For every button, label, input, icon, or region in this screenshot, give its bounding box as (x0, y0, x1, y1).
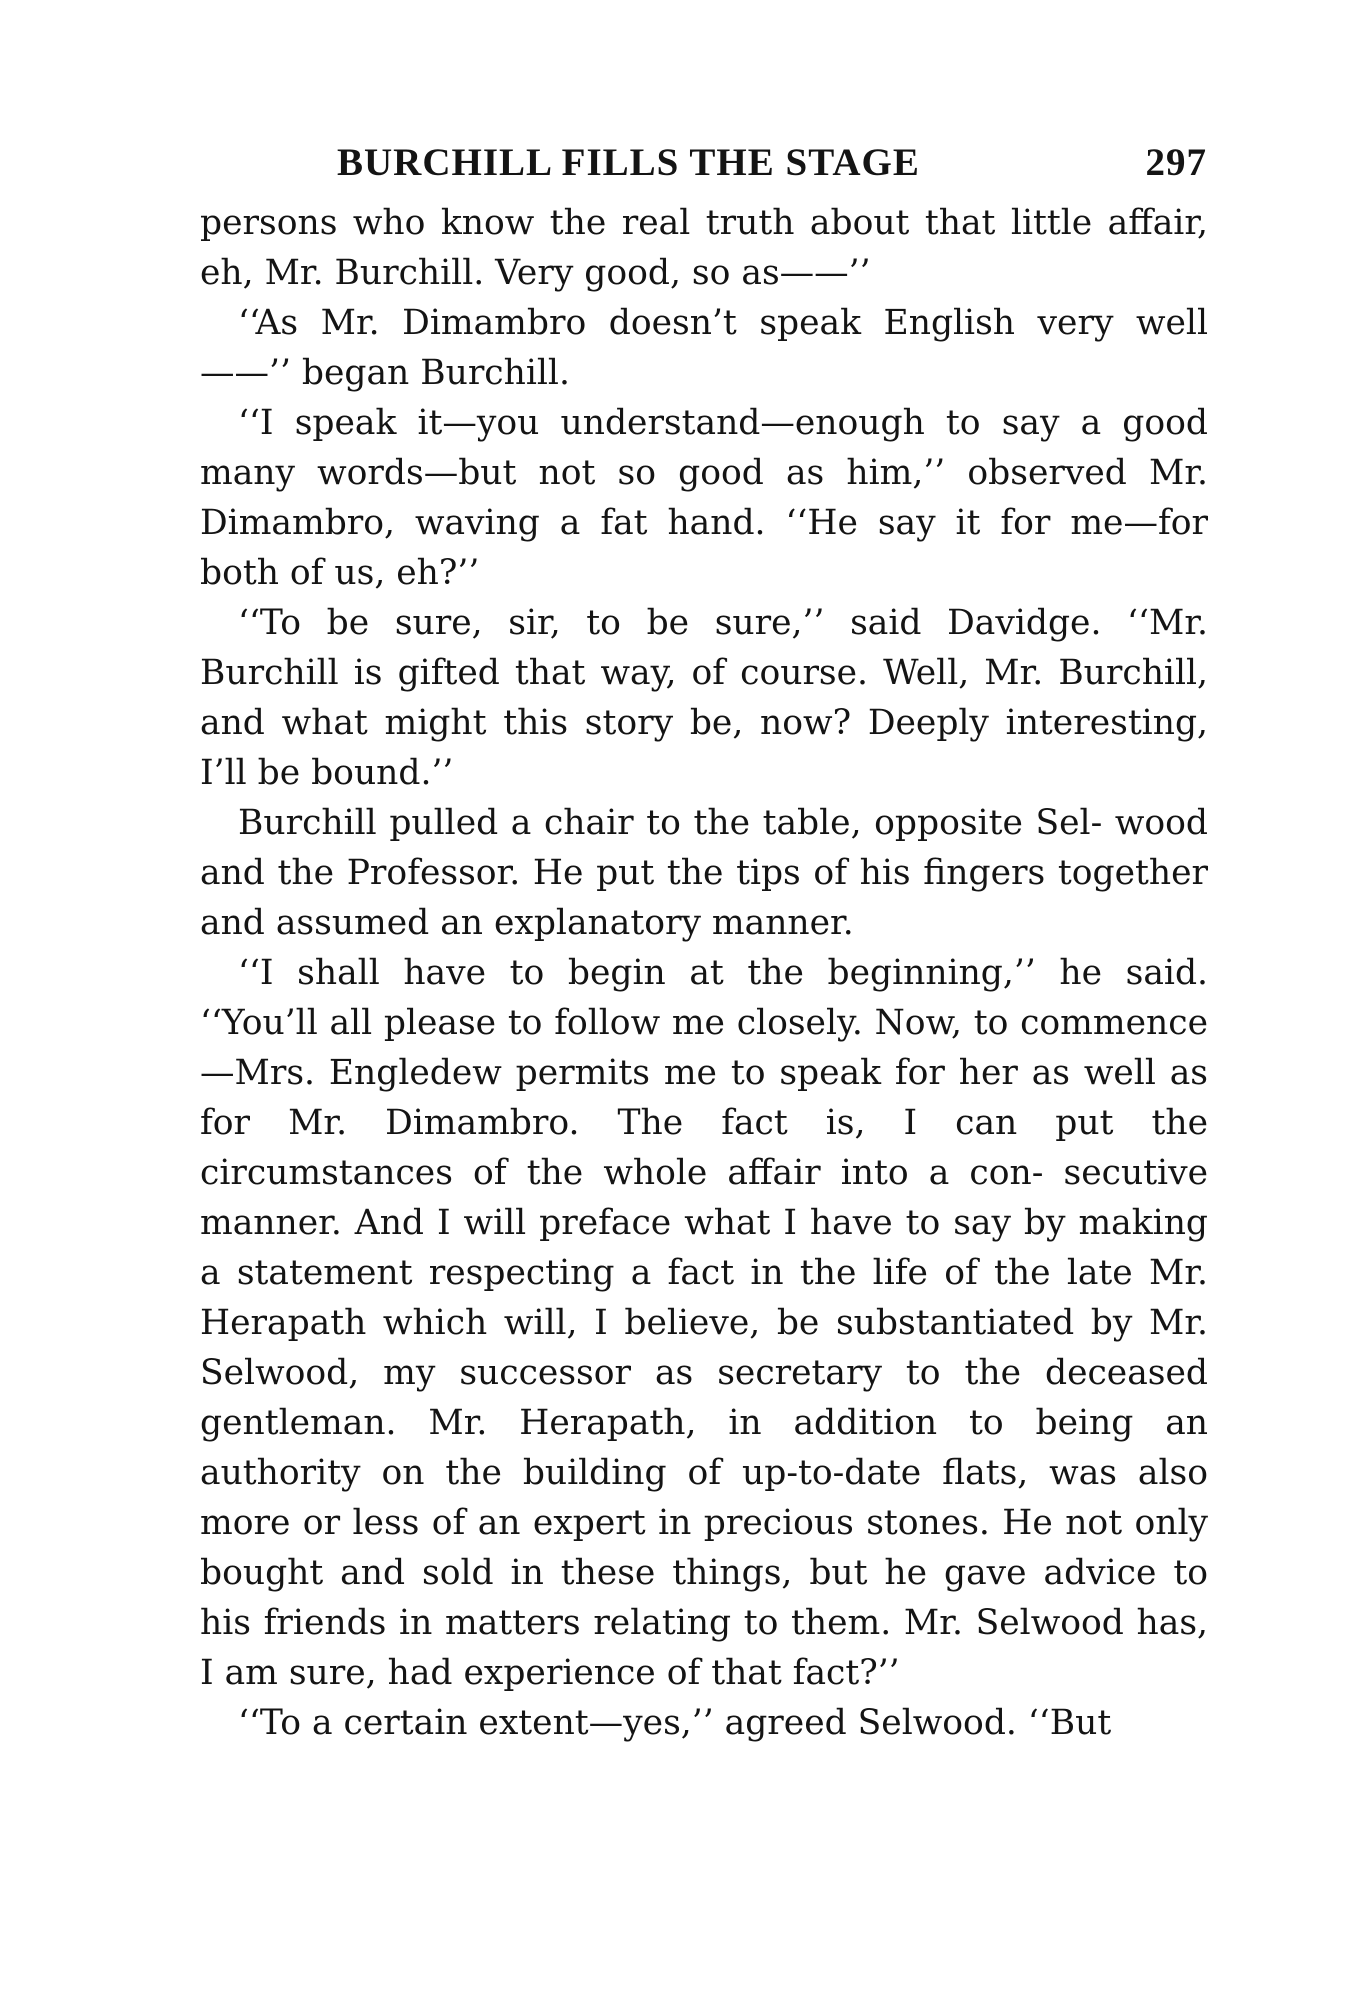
running-head (337, 140, 1207, 190)
paragraph: ‘‘To a certain extent—yes,’’ agreed Selwood. ‘‘But (238, 1703, 1112, 1743)
paragraph: ‘‘As Mr. Dimambro doesn’t speak English very well——’’ began Burchill. (200, 303, 1208, 393)
paragraph-continued: persons who know the real truth about that little affair, eh, Mr. Burchill. Very good, so as——’’ (200, 203, 1208, 293)
body-text (200, 198, 1208, 1748)
paragraph: Burchill pulled a chair to the table, opposite Sel‑ wood and the Professor. He put the tips of his fingers together and assumed an explanatory manner. (200, 803, 1208, 943)
page-number: 297 (1145, 141, 1207, 184)
paragraph: ‘‘To be sure, sir, to be sure,’’ said Davidge. ‘‘Mr. Burchill is gifted that way, of course. Well, Mr. Burchill, and what might this story be, now? Deeply interesting, I’ll be bound.’’ (200, 603, 1208, 793)
paragraph: ‘‘I speak it—you understand—enough to say a good many words—but not so good as him,’’ observed Mr. Dimambro, waving a fat hand. ‘‘He say it for me—for both of us, eh?’’ (200, 403, 1208, 593)
paragraph: ‘‘I shall have to begin at the beginning,’’ he said. ‘‘You’ll all please to follow me closely. Now, to commence—Mrs. Engledew permits me to speak for her as well as for Mr. Dimambro. The fact is, I can put the circumstances of the whole affair into a con‑ secutive manner. And I will preface what I have to say by making a statement respecting a fact in the life of the late Mr. Herapath which will, I believe, be substantiated by Mr. Selwood, my successor as secretary to the deceased gentleman. Mr. Herapath, in addition to being an authority on the building of up-to-date flats, was also more or less of an expert in precious stones. He not only bought and sold in these things, but he gave advice to his friends in matters relating to them. Mr. Selwood has, I am sure, had experience of that fact?’’ (200, 953, 1208, 1693)
running-title: BURCHILL FILLS THE STAGE (337, 141, 920, 184)
